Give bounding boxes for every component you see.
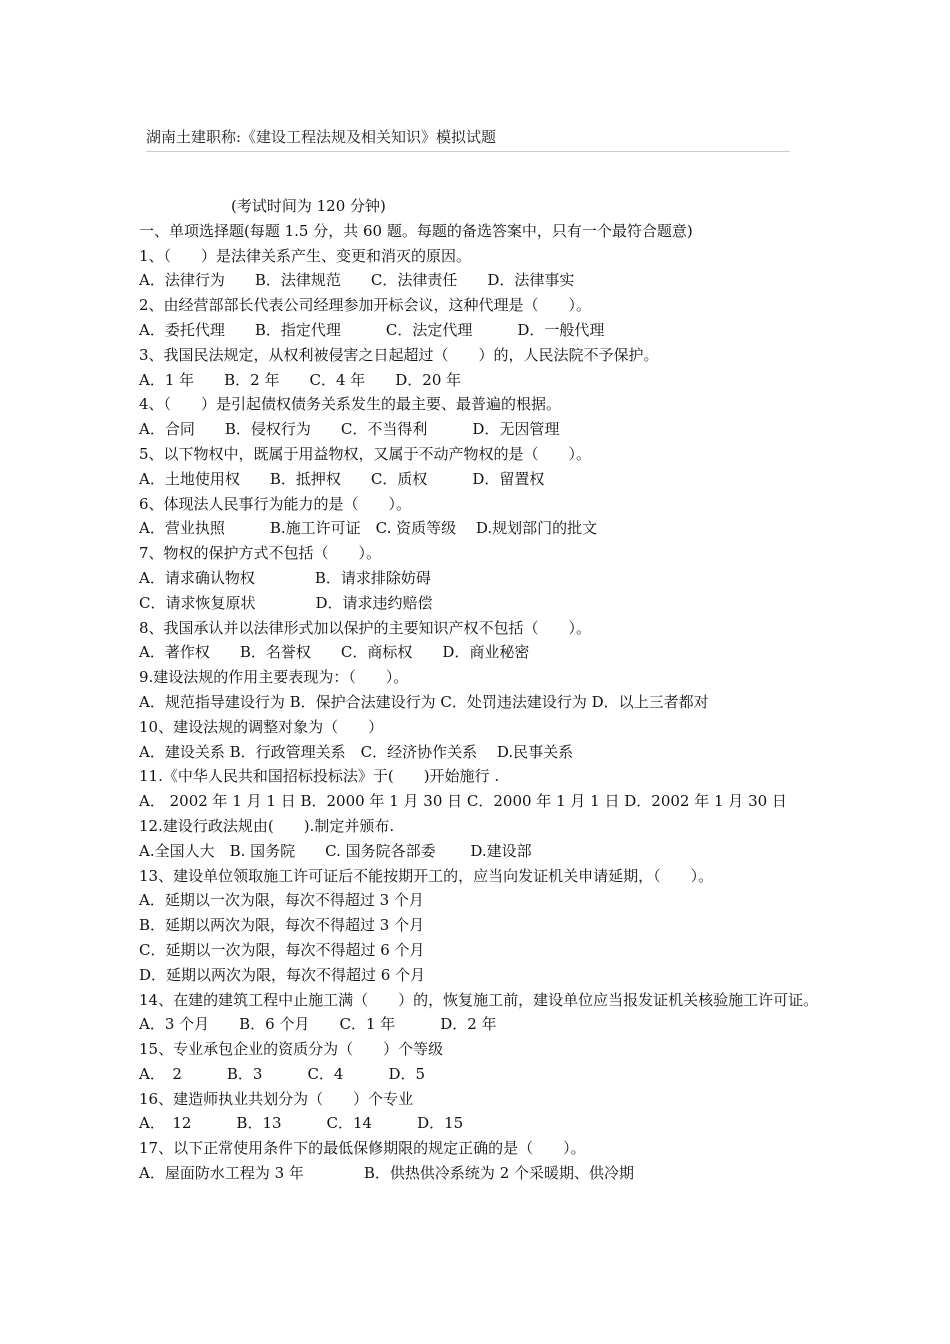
question-7-options-cd: C．请求恢复原状 D．请求违约赔偿 xyxy=(139,593,433,612)
question-4-options: A．合同 B．侵权行为 C．不当得利 D．无因管理 xyxy=(139,420,560,439)
question-13: 13、建设单位领取施工许可证后不能按期开工的，应当向发证机关申请延期，（ ）。 xyxy=(139,866,714,885)
question-7-options-ab: A．请求确认物权 B．请求排除妨碍 xyxy=(139,568,431,587)
header-title: 湖南土建职称:《建设工程法规及相关知识》模拟试题 xyxy=(146,128,497,146)
question-4: 4、（ ）是引起债权债务关系发生的最主要、最普遍的根据。 xyxy=(139,395,562,414)
question-13-option-b: B．延期以两次为限，每次不得超过 3 个月 xyxy=(139,916,425,935)
section-heading: 一、单项选择题(每题 1.5 分，共 60 题。每题的备选答案中，只有一个最符合题意) xyxy=(139,221,693,240)
question-8-options: A．著作权 B．名誉权 C．商标权 D．商业秘密 xyxy=(139,643,530,662)
question-2: 2、由经营部部长代表公司经理参加开标会议，这种代理是（ ）。 xyxy=(139,296,592,315)
question-9: 9.建设法规的作用主要表现为：（ ）。 xyxy=(139,668,409,687)
question-12-options: A.全国人大 B. 国务院 C. 国务院各部委 D.建设部 xyxy=(139,841,532,860)
question-17-options: A．屋面防水工程为 3 年 B．供热供冷系统为 2 个采暖期、供冷期 xyxy=(139,1164,635,1183)
question-11-options: A． 2002 年 1 月 1 日 B．2000 年 1 月 30 日 C．2000 年 1 月 1 日 D．2002 年 1 月 30 日 xyxy=(139,792,787,811)
question-10-options: A．建设关系 B．行政管理关系 C．经济协作关系 D.民事关系 xyxy=(139,742,574,761)
question-15: 15、专业承包企业的资质分为（ ）个等级 xyxy=(139,1040,444,1059)
question-2-options: A．委托代理 B．指定代理 C．法定代理 D．一般代理 xyxy=(139,320,605,339)
question-17: 17、以下正常使用条件下的最低保修期限的规定正确的是（ ）。 xyxy=(139,1139,586,1158)
exam-body xyxy=(139,194,829,1186)
question-3-options: A．1 年 B．2 年 C．4 年 D．20 年 xyxy=(139,370,462,389)
page-header xyxy=(146,126,790,152)
question-9-options: A．规范指导建设行为 B．保护合法建设行为 C．处罚违法建设行为 D．以上三者都对 xyxy=(139,692,709,711)
question-13-option-a: A．延期以一次为限，每次不得超过 3 个月 xyxy=(139,891,424,910)
question-12: 12.建设行政法规由( ).制定并颁布. xyxy=(139,816,395,835)
question-11: 11.《中华人民共和国招标投标法》于( )开始施行 . xyxy=(139,767,500,786)
question-14-options: A．3 个月 B．6 个月 C．1 年 D．2 年 xyxy=(139,1015,497,1034)
question-5-options: A．土地使用权 B．抵押权 C．质权 D．留置权 xyxy=(139,469,545,488)
question-14: 14、在建的建筑工程中止施工满（ ）的，恢复施工前，建设单位应当报发证机关核验施工许可证。 xyxy=(139,990,819,1009)
header-divider xyxy=(146,151,790,152)
question-10: 10、建设法规的调整对象为（ ） xyxy=(139,717,384,736)
exam-duration: (考试时间为 120 分钟) xyxy=(231,197,386,215)
question-15-options: A． 2 B．3 C．4 D．5 xyxy=(139,1064,426,1083)
question-7: 7、物权的保护方式不包括（ ）。 xyxy=(139,544,382,563)
question-6-options: A．营业执照 B.施工许可证 C. 资质等级 D.规划部门的批文 xyxy=(139,519,598,538)
question-16: 16、建造师执业共划分为（ ）个专业 xyxy=(139,1089,414,1108)
question-6: 6、体现法人民事行为能力的是（ ）。 xyxy=(139,494,412,513)
question-13-option-d: D．延期以两次为限，每次不得超过 6 个月 xyxy=(139,965,426,984)
question-1-options: A．法律行为 B．法律规范 C．法律责任 D．法律事实 xyxy=(139,271,575,290)
question-5: 5、以下物权中，既属于用益物权，又属于不动产物权的是（ ）。 xyxy=(139,444,592,463)
question-16-options: A． 12 B．13 C．14 D．15 xyxy=(139,1114,464,1133)
question-8: 8、我国承认并以法律形式加以保护的主要知识产权不包括（ ）。 xyxy=(139,618,592,637)
question-1: 1、（ ）是法律关系产生、变更和消灭的原因。 xyxy=(139,246,472,265)
question-13-option-c: C．延期以一次为限，每次不得超过 6 个月 xyxy=(139,940,425,959)
question-3: 3、我国民法规定，从权利被侵害之日起超过（ ）的，人民法院不予保护。 xyxy=(139,345,659,364)
